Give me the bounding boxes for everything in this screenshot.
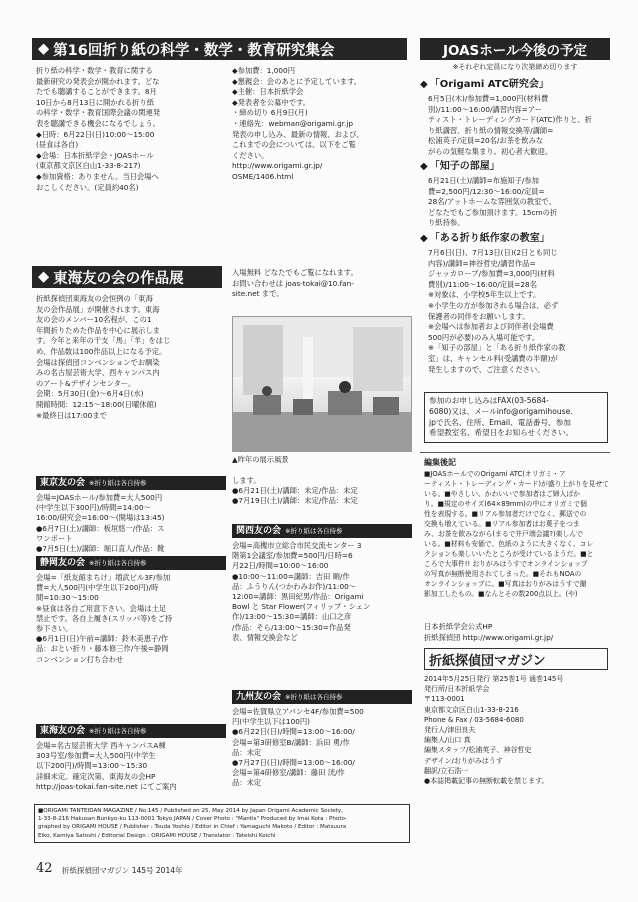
page-number: 42 (36, 861, 53, 876)
credits-text: ■ORIGAMI TANTEIDAN MAGAZINE / No.145 / Published on 25, May 2014 by Japan Origami Academic Society, 1-33-8-216 Hakusan Bunkyo-ku 113-0001 Tokyo JAPAN / Cover Photo : "Mantis" Produced by Imai Kota : Photo- graphed by ORIGAMI HOUSE / Publisher : Tsuda Yoshio / Editor in Chief : Yamaguchi Makoto / Editor : Matsuura Eiko, Kamiya Satoshi / Editorial Design : ORIGAMI HOUSE / Translator : Tateishi Koichi (38, 808, 348, 839)
joas-section-3-body: 7月6日(日)、7月13日(日)(2日とも同じ 内容)/講師=神谷哲史/講習作品= ジャッカローブ/参加費=3,000円(材料 費別)/11:00〜16:00/定員=28名 ※対象は、小学校5年生以上です。 ※小学生の方が参加される場合は、必ず 保護者の同伴をお願いします。 ※会場へは参加者および同伴者(会場費 500円が必要)のみ入場可能です。 ※「知子の部屋」と「ある折り紙作家の教 室」は、キャンセル料(受講費の半額)が 発生しますので、ご注意ください。 (428, 248, 566, 374)
magazine-title: 折紙探偵団マガジン (429, 653, 546, 669)
science-col2: ◆参加費：1,000円 ◆懇親会：会のあとに予定しています。 ◆主催：日本折紙学会 ◆発表者を公募中です。 ・締め切り 6月9日(月) ・連絡先：webman@origami.gr.jp 発表の申し込み、最新の情報、および、 これまでの会については、以下をご覧 ください。 http://www.origami.gr.jp/ OSME/1406.html (232, 66, 364, 181)
shizuoka-header: 静岡友の会 ※折り紙は各自持参 (36, 556, 226, 570)
joas-section-2-title: ◆ 「知子の部屋」 (420, 161, 500, 172)
shizuoka-body: 会場=「紙友館まちけ」増武ビル3F/参加 費=大人500円(中学生以下200円)/時 間=10:30〜15:00 ※昼食は各自ご用意下さい。会場は土足 禁止です。各自上履き(スリッパ等)をご持 参下さい。 ●6月1日(日)午前=講師：鈴木美恵子/作 品：おとい折り・藤本修三作/午後=静岡 コンベンション打ち合わせ (36, 573, 173, 664)
tokyo-continued: します。 ●6月21日(土)/講師：未定/作品：未定 ●7月19日(土)/講師：未定/作品：未定 (232, 476, 358, 506)
science-meeting-banner (32, 38, 407, 60)
kyushu-body: 会場=佐賀県立アバンセ4F/参加費=500 円(中学生以下は100円) ●6月22日(日)/時間=13:00〜16:00/ 会場=第3研修室B/講師：浜田 勇/作 品：未定 ●7月27日(日)/時間=13:00〜16:00/ 会場=第4研修室/講師：藤田 洸/作 品：未定 (232, 707, 364, 788)
photo-caption: ▲昨年の展示風景 (232, 455, 289, 464)
tokai-admission-note: 入場無料 どなたでもご覧になれます。 お問い合わせは joas-tokai@10.fan- site.net まで。 (232, 268, 358, 299)
footer-text: 折紙探偵団マガジン 145号 2014年 (62, 866, 183, 875)
tokai-exhibit-banner (32, 266, 222, 288)
contact-text: 参加のお申し込みはFAX(03-5684- 6080)又は、メールinfo@origamihouse. jpで氏名、住所、Email、電話番号、参加 希望教室名、希望日をお知らせください。 (429, 396, 574, 438)
tokai-body: 折紙探偵団東海友の会恒例の「東海 友の会作品展」が開催されます。東海 友の会のメンバー10名程が、この1 年間折りためた作品を中心に展示しま す。今年と来年の干支「馬」「羊」をはじ め、作品数は100作品以上になる予定。 会場は探偵団コンベンションでお馴染 みの名古屋芸術大学、西キャンパス内 のアート&デザインセンター。 会期：5月30日(金)〜6月4日(水) 開館時間：12:15〜18:00(日曜休館) ※最終日は17:00まで (36, 294, 171, 420)
credits-box (34, 804, 410, 843)
magazine-colophon: 2014年5月25日発行 第25巻1号 通巻145号 発行所/日本折紙学会 〒113-0001 東京都文京区白山1-33-8-216 Phone & Fax / 03-5684-6080 発行人/津田良夫 編集人/山口 真 編集スタッフ/松浦英子、神谷哲史 デザイン/おりがみはうす 翻訳/立石浩一 ●本誌掲載記事の無断転載を禁じます。 (424, 675, 564, 786)
magazine-title-box (424, 648, 608, 670)
diamond-icon: ◆ (420, 161, 428, 172)
gallery-illustration (233, 317, 411, 451)
joas-hall-title: JOASホール今後の予定 (442, 43, 588, 59)
tokyo-body: 会場=JOASホール/参加費=大人500円 (中学生以下300円)/時間=14:00〜 16:00/研究会=16:00〜(開場は13:45) ●6月7日(土)/講師：板垣悠一/作品：ス ワンボート ●7月5日(土)/講師：堀口直人/作品：靴 (36, 493, 165, 554)
joas-hall-subtitle: ※それぞれ定員になり次第締め切ります (452, 63, 578, 71)
kansai-header: 関西友の会 ※折り紙は各自持参 (232, 524, 412, 538)
diamond-icon: ◆ (38, 41, 50, 57)
diamond-icon: ◆ (420, 233, 428, 244)
kyushu-header: 九州友の会 ※折り紙は各自持参 (232, 690, 412, 704)
joas-hall-banner (420, 38, 610, 60)
tokyo-header: 東京友の会 ※折り紙は各自持参 (36, 476, 226, 490)
diamond-icon: ◆ (38, 269, 50, 285)
contact-box (424, 392, 608, 443)
tokai-title: 東海友の会の作品展 (53, 270, 184, 287)
editor-url-line: 日本折紙学会公式HP 折紙探偵団 http://www.origami.gr.jp/ (424, 622, 554, 642)
kansai-body: 会場=高槻市立総合市民交流センター 3 階第1会議室/参加費=500円/日時=6 月22日/時間=10:00〜16:00 ●10:00〜11:00=講師：吉田 順/作 品：ふうりん(つかわみお作)/11:00〜 12:00=講師：黒田紀男/作品：Origami Bowl と Star Flower(フィリップ・シェン 作)/13:00〜15:30=講師：山口之彦 /作品：そら/13:00〜15:30=作品発 表、情報交換会など (232, 541, 371, 642)
nagoya-header: 東海友の会 ※折り紙は各自持参 (36, 724, 226, 738)
diamond-icon: ◆ (420, 79, 428, 90)
divider (420, 452, 610, 453)
joas-section-1-body: 6月5日(木)/参加費=1,000円(材料費 別)/11:00〜16:00/講習内容=アー ティスト・トレーディングカード(ATC)作りと、折 り紙講習、折り紙の情報交換等/講師= 松浦英子/定員=20名/お茶を飲みな がらの気軽な集まり。初心者大歓迎。 (428, 94, 592, 156)
joas-section-1-title: ◆ 「Origami ATC研究会」 (420, 79, 549, 90)
joas-section-2-body: 6月21日(土)/講師=布施知子/参加 費=2,500円/12:30〜16:00/定員= 28名/アットホームな雰囲気の教室で、 どなたでもご参加頂けます。15cmの折 り紙持参。 (428, 176, 558, 228)
banner-title: 第16回折り紙の科学・数学・教育研究集会 (53, 42, 335, 59)
exhibit-photo (232, 316, 412, 452)
science-col1: 折り紙の科学・数学・教育に関する 最新研究の発表会が開かれます。どな たでも聴講することができます。8月 10日から8月13日に開かれる折り紙 の科学・数学・教育国際会議の関連発 表を聴講できる機会になるでしょう。 ◆日時：6月22日(日)10:00〜15:00 (昼食は各自) ◆会場：日本折紙学会・JOASホール (東京都文京区白山1-33-8-217) ◆参加資格：ありません。当日会場へ おこしください。(定員約40名) (36, 66, 161, 192)
nagoya-body: 会場=名古屋芸術大学 西キャンパスA棟 303号室/参加費=大人500円(中学生 以下200円)/時間=13:00〜15:30 詳細未定。確定次第、東海友の会HP http://joas-tokai.fan-site.net にてご案内 (36, 741, 177, 791)
editor-title: 編集後記 (424, 458, 456, 467)
editor-body: ■JOASホールでのOrigami ATC(オリガミ・ア ーティスト・トレーディング・カード)が盛り上がりを見せて いる。■やさしい、かわいいで参加者はご婦人ばか り。■規定のサイズ(64×89mm)の中にオリガミで個 性を表現する。■リアル参加者だけでなく、郵送での 交換も増えている。■リアル参加者はお菓子をつま み、お茶を飲みながら(まるで井戸端会議?)楽しんで いる。■材料も安価で、色紙のように大きくなく、コレ クションも楽しいいたところが受けているようだ。■と ころで大事件!! おりがみはうすでオンラインショップ の写真が無断使用されてしまった。■それもNOAの オンラインショップに。■写真はおりがみはうすで撮 影加工したもの。■なんとその数200点以上。(や) (424, 470, 609, 598)
joas-section-3-title: ◆ 「ある折り紙作家の教室」 (420, 233, 550, 244)
